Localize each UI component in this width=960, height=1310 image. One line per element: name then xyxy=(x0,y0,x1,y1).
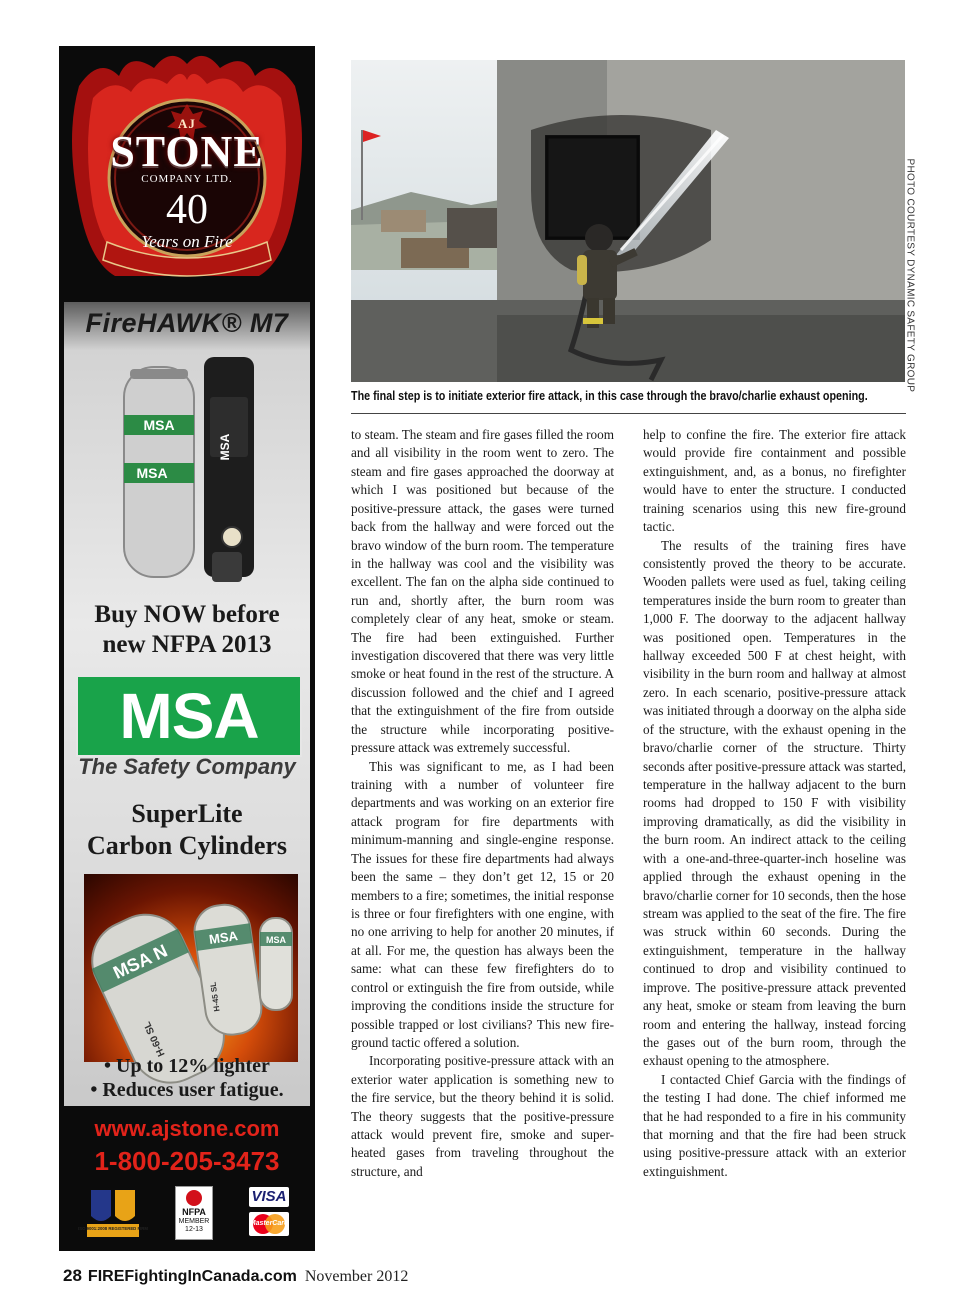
logo-stone: STONE xyxy=(110,127,264,176)
bullet-lighter: • Up to 12% lighter xyxy=(104,1055,270,1077)
advertisement xyxy=(59,46,315,1251)
nfpa-member-badge xyxy=(175,1186,213,1240)
paragraph: Incorporating positive-pressure attack with an exterior water application is something new to the fire service, but the theory behind it is solid. The theory suggests that the positive-pressure attack would prevent fire, smoke and super-heated gases from traveling throughout the structure, and xyxy=(351,1053,614,1179)
paragraph: The results of the training fires have consistently proved the theory to be accurate. Wooden pallets were used as fuel, taking ceiling temperatures inside the burn room to greater than 1,000 F. The doorway to the adjacent hallway was positioned open. Temperatures in the hallway exceeded 500 F at chest height, with visibility in the burn room and hallway at almost zero. In each scenario, positive-pressure attack was initiated through a doorway on the alpha side of the structure, with the exhaust opening in the bravo/charlie corner of the structure. Thirty seconds after positive-pressure attack was started, temperature in the hallway adjacent to the burn rooms had dropped to 150 F with visibility improving dramatically, as did the visibility in the burn room. An indirect attack to the ceiling with a one-and-three-quarter-inch hoseline was applied through the exhaust opening in the bravo/charlie corner for 10 seconds, then the hose stream was applied to the seat of the fire. The fire was struck within 60 seconds. During the extinguishment, temperature in the hallway continued to drop and visibility continued to improve. The positive-pressure attack prevented any heat, smoke or steam from leaving the burn room and entering the hallway, instead forcing the gases out of the burn room, through the exhaust opening to the atmosphere. xyxy=(643,537,906,1069)
paragraph: help to confine the fire. The exterior fire attack would provide fire containment and possible extinguishment, and, as a bonus, no firefighter would have to enter the structure. I conducted training scenarios using this new fire-ground tactic. xyxy=(643,427,906,535)
photo-cyl-label-1: MSA N xyxy=(110,940,171,983)
article-photo xyxy=(351,60,905,382)
paragraph: This was significant to me, as I had been training with a number of volunteer fire departments and was working on an exterior fire attack program for fire departments with minimum-manning and single-engine response. The issues for these fire departments had always been the same – they don’t get 12, 15 or 20 members to a fire; sometimes, the initial response is three or four firefighters with one engine, with no one arriving to help for another 20 minutes, if at all. For me, the question has always been the same: what can these few firefighters do to control or extinguish the fire from outside, while improving the conditions inside the structure for possible trapped or lost civilians? This new fire-ground tactic offered a solution. xyxy=(351,758,614,1050)
msa-logo-text: MSA xyxy=(119,680,259,752)
bullet-fatigue: • Reduces user fatigue. xyxy=(90,1079,284,1101)
ad-phone-number: 1-800-205-3473 xyxy=(94,1146,280,1176)
iso-certification-icon xyxy=(78,1186,148,1238)
ad-bullets xyxy=(64,1054,310,1102)
superlite-line-1: SuperLite xyxy=(131,799,243,828)
photo-cyl-label-3: MSA xyxy=(266,935,286,945)
page-footer xyxy=(63,1266,408,1290)
superlite-headline xyxy=(64,798,310,862)
footer-site[interactable]: FIREFightingInCanada.com xyxy=(87,1268,297,1285)
scba-cylinder-image xyxy=(112,347,272,592)
nfpa-member-years: 12-13 xyxy=(185,1226,203,1233)
article-column-1 xyxy=(351,426,614,1181)
photo-credit-text: PHOTO COURTESY DYNAMIC SAFETY GROUP xyxy=(904,158,916,393)
mastercard-text: MasterCard xyxy=(249,1220,289,1227)
visa-logo: VISA xyxy=(249,1187,289,1207)
msa-logo xyxy=(76,675,302,757)
nfpa-title: NFPA xyxy=(182,1207,206,1217)
logo-company: COMPANY LTD. xyxy=(141,173,233,185)
nfpa-flame-icon xyxy=(186,1190,202,1206)
buy-now-headline xyxy=(64,600,310,660)
photo-cyl-model-1: H-60 SL xyxy=(141,1019,168,1059)
caption-divider xyxy=(351,413,906,414)
product-name: FireHAWK® M7 xyxy=(85,308,289,338)
mastercard-logo xyxy=(249,1212,289,1236)
logo-forty: 40 xyxy=(166,187,208,233)
paragraph: I contacted Chief Garcia with the findings of the testing I had done. The chief informed me that he had responded to a fire in his community that morning and that the fire had been struck using positive-pressure attack with an exterior extinguishment. xyxy=(643,1071,906,1179)
carbon-cylinders-photo xyxy=(84,874,298,1062)
ad-website-link[interactable]: www.ajstone.com xyxy=(94,1116,280,1141)
aj-stone-logo xyxy=(59,46,315,301)
photo-cyl-label-2: MSA xyxy=(208,928,239,947)
footer-date: November 2012 xyxy=(304,1268,409,1285)
photo-cyl-model-2: H-45 SL xyxy=(208,981,222,1013)
buy-line-2: new NFPA 2013 xyxy=(102,631,272,658)
buy-line-1: Buy NOW before xyxy=(94,601,280,628)
cylinder-label-1: MSA xyxy=(143,417,175,433)
iso-badge-text: ISO 9001:2008 REGISTERED FIRM xyxy=(78,1226,148,1231)
superlite-line-2: Carbon Cylinders xyxy=(86,831,288,860)
msa-tagline: The Safety Company xyxy=(78,754,296,779)
ad-badges xyxy=(59,1186,315,1246)
photo-credit xyxy=(903,158,917,393)
logo-aj: AJ xyxy=(178,116,196,131)
nfpa-member-label: MEMBER xyxy=(178,1218,210,1225)
paragraph: to steam. The steam and fire gases filled the room and all visibility in the room went to zero. The steam and fire gases approached the doorway at which I was positioned but because of the positive-pressure attack, the gases were turned back from the hallway and were forced out the bravo window of the burn room. The temperature in the hallway was cool and the visibility was excellent. The fan on the alpha side continued to run and, shortly after, the burn room was completely clear of any heat, smoke or steam. The fire had been extinguished. Further investigation discovered that there was very little smoke or heat found in the rest of the structure. A discussion followed and the chief and I agreed that the extinguishment of the fire from outside the structure while incorporating positive-pressure attack was extremely successful. xyxy=(351,427,614,756)
page-number: 28 xyxy=(63,1266,82,1285)
logo-tagline: Years on Fire xyxy=(141,232,233,251)
article-column-2 xyxy=(643,426,906,1181)
cylinder-label-2: MSA xyxy=(136,465,168,481)
nfpa-member xyxy=(176,1218,212,1234)
ad-product-panel xyxy=(64,302,310,1106)
cylinder-label-3: MSA xyxy=(218,433,232,461)
photo-caption: The final step is to initiate exterior fire attack, in this case through the bravo/charlie exhaust opening. xyxy=(351,389,868,403)
